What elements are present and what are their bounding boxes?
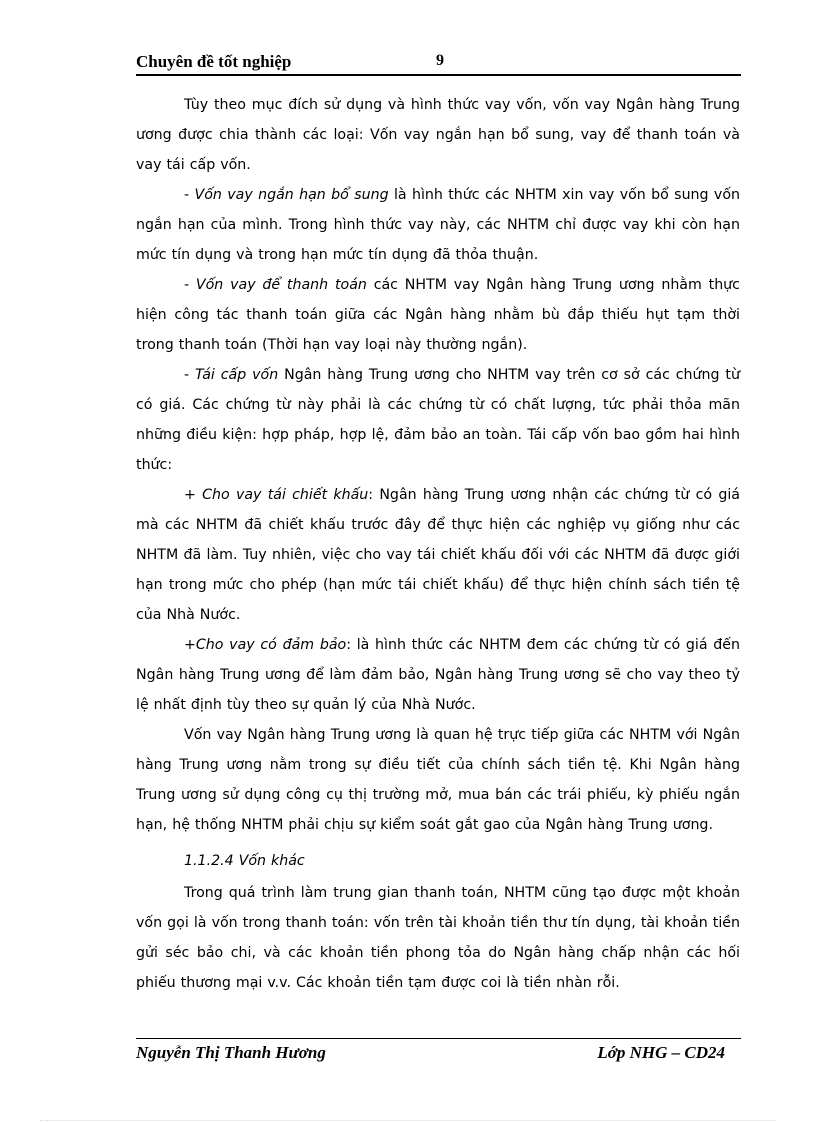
text-run: - <box>184 187 195 203</box>
italic-term: Cho vay tái chiết khấu <box>202 487 369 503</box>
text-run: + <box>184 637 196 653</box>
class-label: Lớp NHG – CD24 <box>597 1043 725 1062</box>
italic-term: 1.1.2.4 Vốn khác <box>184 853 305 869</box>
document-body <box>136 90 740 998</box>
text-run: Vốn vay Ngân hàng Trung ương là quan hệ trực tiếp giữa các NHTM với Ngân hàng Trung ương nằm trong sự điều tiết của chính sách tiền tệ. Khi Ngân hàng Trung ương sử dụng công cụ thị trường mở, mua bán các trái phiếu, kỳ phiếu ngắn hạn, hệ thống NHTM phải chịu sự kiểm soát gắt gao của Ngân hàng Trung ương. <box>136 727 740 833</box>
page-number: 9 <box>436 52 444 69</box>
body-paragraph <box>136 180 740 270</box>
page-edge-divider <box>40 1120 776 1121</box>
body-paragraph <box>136 270 740 360</box>
italic-term: Vốn vay ngắn hạn bổ sung <box>194 187 389 203</box>
page-footer <box>136 1038 741 1067</box>
body-paragraph <box>136 878 740 998</box>
text-run: - <box>184 277 196 293</box>
text-run: + <box>184 487 203 503</box>
italic-term: Cho vay có đảm bảo <box>195 637 347 653</box>
text-run: là hình thức các NHTM xin vay vốn bổ sung vốn ngắn hạn của mình. Trong hình thức vay này, các NHTM chỉ được vay khi còn hạn mức tín dụng và trong hạn mức tín dụng đã thỏa thuận. <box>136 187 740 263</box>
page-header <box>136 52 741 76</box>
text-run: : là hình thức các NHTM đem các chứng từ có giá đến Ngân hàng Trung ương để làm đảm bảo, Ngân hàng Trung ương sẽ cho vay theo tỷ lệ nhất định tùy theo sự quản lý của Nhà Nước. <box>136 637 740 713</box>
section-heading <box>136 846 740 876</box>
italic-term: Tái cấp vốn <box>195 367 279 383</box>
document-title: Chuyên đề tốt nghiệp <box>136 52 292 71</box>
text-run: các NHTM vay Ngân hàng Trung ương nhằm thực hiện công tác thanh toán giữa các Ngân hàng nhằm bù đắp thiếu hụt tạm thời trong thanh toán (Thời hạn vay loại này thường ngắn). <box>136 277 740 353</box>
text-run: Trong quá trình làm trung gian thanh toán, NHTM cũng tạo được một khoản vốn gọi là vốn trong thanh toán: vốn trên tài khoản tiền thư tín dụng, tài khoản tiền gửi séc bảo chi, và các khoản tiền phong tỏa do Ngân hàng chấp nhận các hối phiếu thương mại v.v. Các khoản tiền tạm được coi là tiền nhàn rỗi. <box>136 885 740 991</box>
author-name: Nguyễn Thị Thanh Hương <box>136 1043 326 1062</box>
text-run: : Ngân hàng Trung ương nhận các chứng từ có giá mà các NHTM đã chiết khấu trước đây để thực hiện các nghiệp vụ giống như các NHTM đã làm. Tuy nhiên, việc cho vay tái chiết khấu đối với các NHTM đã được giới hạn trong mức cho phép (hạn mức tái chiết khấu) để thực hiện chính sách tiền tệ của Nhà Nước. <box>136 487 740 623</box>
italic-term: Vốn vay để thanh toán <box>195 277 367 293</box>
text-run: Tùy theo mục đích sử dụng và hình thức vay vốn, vốn vay Ngân hàng Trung ương được chia thành các loại: Vốn vay ngắn hạn bổ sung, vay để thanh toán và vay tái cấp vốn. <box>136 97 740 173</box>
body-paragraph <box>136 720 740 840</box>
text-run: Ngân hàng Trung ương cho NHTM vay trên cơ sở các chứng từ có giá. Các chứng từ này phải là các chứng từ có chất lượng, tức phải thỏa mãn những điều kiện: hợp pháp, hợp lệ, đảm bảo an toàn. Tái cấp vốn bao gồm hai hình thức: <box>136 367 740 473</box>
body-paragraph <box>136 90 740 180</box>
body-paragraph <box>136 630 740 720</box>
body-paragraph <box>136 360 740 480</box>
text-run: - <box>184 367 196 383</box>
body-paragraph <box>136 480 740 630</box>
